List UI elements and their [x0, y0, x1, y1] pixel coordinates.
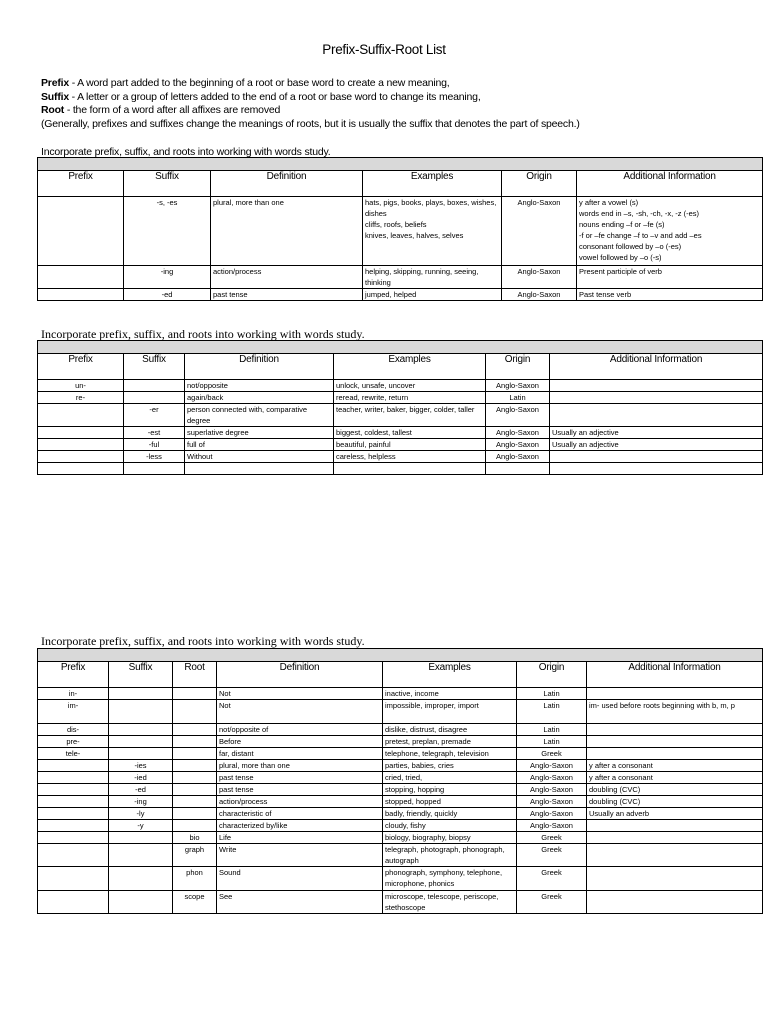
- cell-prefix: [38, 439, 124, 451]
- cell-definition: past tense: [211, 289, 363, 301]
- cell-prefix: [38, 808, 109, 820]
- header-examples: Examples: [383, 662, 517, 688]
- header-prefix: Prefix: [38, 662, 109, 688]
- cell-examples: stopping, hopping: [383, 784, 517, 796]
- header-suffix: Suffix: [124, 354, 185, 380]
- cell-suffix: [109, 748, 173, 760]
- cell-origin: Latin: [517, 736, 587, 748]
- cell-definition: characterized by/like: [217, 820, 383, 832]
- cell-additional: [550, 380, 763, 392]
- table-row: [38, 427, 763, 439]
- cell-origin: Latin: [517, 700, 587, 724]
- cell-definition: again/back: [185, 392, 334, 404]
- cell-suffix: [109, 832, 173, 844]
- cell-root: [173, 820, 217, 832]
- cell-examples: teacher, writer, baker, bigger, colder, taller: [334, 404, 486, 427]
- prefix-definition: [41, 77, 741, 91]
- cell-examples: stopped, hopped: [383, 796, 517, 808]
- table-row: [38, 832, 763, 844]
- header-bar: [38, 158, 763, 171]
- cell-examples: phonograph, symphony, telephone, microphone, phonics: [383, 867, 517, 891]
- cell-prefix: [38, 820, 109, 832]
- header-examples: Examples: [363, 171, 502, 197]
- table-row: [38, 266, 763, 289]
- cell-definition: superlative degree: [185, 427, 334, 439]
- header-definition: Definition: [185, 354, 334, 380]
- cell-prefix: [38, 772, 109, 784]
- cell-examples: cried, tried,: [383, 772, 517, 784]
- cell-root: [173, 796, 217, 808]
- caption-1: Incorporate prefix, suffix, and roots into working with words study.: [41, 146, 331, 158]
- cell-additional: Usually an adverb: [587, 808, 763, 820]
- cell-suffix: -s, -es: [124, 197, 211, 266]
- cell-prefix: [38, 197, 124, 266]
- suffix-def-text: - A letter or a group of letters added to the end of a root or base word to change its meaning,: [68, 90, 481, 103]
- table-row: [38, 784, 763, 796]
- cell-additional: [587, 736, 763, 748]
- cell-definition: See: [217, 891, 383, 914]
- table-2: [37, 340, 763, 475]
- cell-additional: [587, 844, 763, 867]
- header-definition: Definition: [211, 171, 363, 197]
- table-row: [38, 463, 763, 475]
- cell-additional: [550, 404, 763, 427]
- header-bar: [38, 341, 763, 354]
- cell-origin: Anglo-Saxon: [486, 404, 550, 427]
- caption-2: Incorporate prefix, suffix, and roots into working with words study.: [41, 327, 365, 341]
- header-bar-cell: [38, 341, 763, 354]
- header-origin: Origin: [517, 662, 587, 688]
- cell-suffix: -ly: [109, 808, 173, 820]
- cell-examples: badly, friendly, quickly: [383, 808, 517, 820]
- cell-root: [173, 688, 217, 700]
- cell-root: [173, 772, 217, 784]
- cell-prefix: [38, 404, 124, 427]
- header-suffix: Suffix: [109, 662, 173, 688]
- cell-examples: microscope, telescope, periscope, stethoscope: [383, 891, 517, 914]
- cell-origin: Anglo-Saxon: [502, 266, 577, 289]
- cell-definition: far, distant: [217, 748, 383, 760]
- table-row: [38, 392, 763, 404]
- cell-definition: Without: [185, 451, 334, 463]
- table-row: [38, 808, 763, 820]
- cell-origin: Greek: [517, 748, 587, 760]
- cell-examples: telephone, telegraph, television: [383, 748, 517, 760]
- cell-additional: y after a vowel (s) words end in –s, -sh, -ch, -x, -z (-es) nouns ending –f or –fe (s) -f or –fe change –f to –v and add –es consonant followed by –o (-es) vowel followed by –o (-s): [577, 197, 763, 266]
- cell-root: [173, 784, 217, 796]
- cell-additional: [587, 820, 763, 832]
- cell-root: [173, 760, 217, 772]
- table-row: [38, 404, 763, 427]
- cell-definition: action/process: [217, 796, 383, 808]
- cell-suffix: -ing: [109, 796, 173, 808]
- header-row: [38, 662, 763, 688]
- cell-prefix: un-: [38, 380, 124, 392]
- cell-definition: Life: [217, 832, 383, 844]
- header-bar: [38, 649, 763, 662]
- cell-origin: Latin: [517, 688, 587, 700]
- cell-additional: [550, 463, 763, 475]
- cell-origin: Anglo-Saxon: [486, 451, 550, 463]
- table-1: [37, 157, 763, 301]
- cell-definition: plural, more than one: [211, 197, 363, 266]
- intro-definitions: [41, 77, 741, 131]
- cell-suffix: [109, 700, 173, 724]
- cell-suffix: -ed: [124, 289, 211, 301]
- cell-prefix: re-: [38, 392, 124, 404]
- cell-root: graph: [173, 844, 217, 867]
- cell-prefix: [38, 784, 109, 796]
- cell-suffix: [124, 380, 185, 392]
- header-origin: Origin: [502, 171, 577, 197]
- cell-suffix: -est: [124, 427, 185, 439]
- cell-examples: helping, skipping, running, seeing, thinking: [363, 266, 502, 289]
- cell-origin: Anglo-Saxon: [486, 427, 550, 439]
- cell-suffix: -ed: [109, 784, 173, 796]
- cell-suffix: [124, 463, 185, 475]
- table-row: [38, 736, 763, 748]
- cell-root: [173, 724, 217, 736]
- cell-root: bio: [173, 832, 217, 844]
- table-row: [38, 796, 763, 808]
- cell-prefix: [38, 427, 124, 439]
- table-row: [38, 688, 763, 700]
- cell-examples: beautiful, painful: [334, 439, 486, 451]
- table-row: [38, 760, 763, 772]
- table-row: [38, 451, 763, 463]
- cell-examples: telegraph, photograph, phonograph, autograph: [383, 844, 517, 867]
- cell-examples: cloudy, fishy: [383, 820, 517, 832]
- cell-prefix: tele-: [38, 748, 109, 760]
- cell-examples: inactive, income: [383, 688, 517, 700]
- cell-origin: Latin: [486, 392, 550, 404]
- cell-prefix: [38, 832, 109, 844]
- cell-origin: Anglo-Saxon: [517, 784, 587, 796]
- cell-root: [173, 808, 217, 820]
- header-suffix: Suffix: [124, 171, 211, 197]
- cell-additional: [587, 724, 763, 736]
- cell-origin: Anglo-Saxon: [517, 808, 587, 820]
- header-definition: Definition: [217, 662, 383, 688]
- cell-origin: Anglo-Saxon: [502, 289, 577, 301]
- cell-suffix: [109, 736, 173, 748]
- cell-prefix: [38, 891, 109, 914]
- header-row: [38, 171, 763, 197]
- cell-suffix: -ful: [124, 439, 185, 451]
- cell-additional: doubling (CVC): [587, 796, 763, 808]
- cell-examples: dislike, distrust, disagree: [383, 724, 517, 736]
- cell-suffix: -less: [124, 451, 185, 463]
- cell-suffix: [109, 844, 173, 867]
- cell-examples: unlock, unsafe, uncover: [334, 380, 486, 392]
- cell-additional: [587, 748, 763, 760]
- cell-prefix: [38, 760, 109, 772]
- cell-examples: biology, biography, biopsy: [383, 832, 517, 844]
- cell-origin: Anglo-Saxon: [517, 820, 587, 832]
- cell-definition: action/process: [211, 266, 363, 289]
- table-row: [38, 700, 763, 724]
- cell-additional: [550, 451, 763, 463]
- cell-origin: [486, 463, 550, 475]
- cell-additional: [587, 688, 763, 700]
- cell-examples: pretest, preplan, premade: [383, 736, 517, 748]
- cell-additional: [587, 867, 763, 891]
- cell-examples: parties, babies, cries: [383, 760, 517, 772]
- root-def-text: - the form of a word after all affixes are removed: [64, 104, 281, 116]
- cell-additional: im- used before roots beginning with b, m, p: [587, 700, 763, 724]
- caption-3: Incorporate prefix, suffix, and roots into working with words study.: [41, 634, 365, 648]
- table-row: [38, 867, 763, 891]
- cell-examples: jumped, helped: [363, 289, 502, 301]
- cell-root: [173, 700, 217, 724]
- cell-prefix: pre-: [38, 736, 109, 748]
- cell-prefix: [38, 289, 124, 301]
- table-3: [37, 648, 763, 914]
- cell-definition: Write: [217, 844, 383, 867]
- root-term: Root: [41, 104, 65, 116]
- cell-additional: y after a consonant: [587, 760, 763, 772]
- cell-definition: past tense: [217, 772, 383, 784]
- cell-suffix: [124, 392, 185, 404]
- cell-additional: Usually an adjective: [550, 427, 763, 439]
- cell-root: phon: [173, 867, 217, 891]
- cell-examples: careless, helpless: [334, 451, 486, 463]
- cell-definition: Not: [217, 700, 383, 724]
- root-definition: [41, 104, 741, 118]
- cell-prefix: [38, 867, 109, 891]
- suffix-definition: [41, 91, 741, 105]
- cell-origin: Anglo-Saxon: [517, 760, 587, 772]
- cell-suffix: -ing: [124, 266, 211, 289]
- prefix-def-text: - A word part added to the beginning of a root or base word to create a new meaning,: [68, 77, 450, 89]
- cell-origin: Greek: [517, 832, 587, 844]
- cell-prefix: im-: [38, 700, 109, 724]
- header-row: [38, 354, 763, 380]
- cell-definition: plural, more than one: [217, 760, 383, 772]
- cell-root: [173, 748, 217, 760]
- header-root: Root: [173, 662, 217, 688]
- table-row: [38, 844, 763, 867]
- cell-additional: Usually an adjective: [550, 439, 763, 451]
- cell-definition: not/opposite of: [217, 724, 383, 736]
- cell-additional: doubling (CVC): [587, 784, 763, 796]
- cell-examples: biggest, coldest, tallest: [334, 427, 486, 439]
- table-row: [38, 748, 763, 760]
- cell-definition: characteristic of: [217, 808, 383, 820]
- cell-origin: Anglo-Saxon: [517, 796, 587, 808]
- table-row: [38, 891, 763, 914]
- cell-definition: full of: [185, 439, 334, 451]
- cell-definition: past tense: [217, 784, 383, 796]
- header-additional: Additional Information: [550, 354, 763, 380]
- table-row: [38, 289, 763, 301]
- cell-examples: hats, pigs, books, plays, boxes, wishes, dishes cliffs, roofs, beliefs knives, leaves, halves, selves: [363, 197, 502, 266]
- cell-origin: Greek: [517, 867, 587, 891]
- header-prefix: Prefix: [38, 171, 124, 197]
- cell-additional: Present participle of verb: [577, 266, 763, 289]
- cell-suffix: -ies: [109, 760, 173, 772]
- table-row: [38, 772, 763, 784]
- cell-prefix: [38, 796, 109, 808]
- cell-additional: [587, 832, 763, 844]
- cell-prefix: dis-: [38, 724, 109, 736]
- cell-examples: impossible, improper, import: [383, 700, 517, 724]
- header-examples: Examples: [334, 354, 486, 380]
- cell-definition: Before: [217, 736, 383, 748]
- cell-origin: Latin: [517, 724, 587, 736]
- cell-suffix: [109, 867, 173, 891]
- cell-origin: Anglo-Saxon: [486, 439, 550, 451]
- cell-definition: [185, 463, 334, 475]
- cell-definition: not/opposite: [185, 380, 334, 392]
- cell-additional: y after a consonant: [587, 772, 763, 784]
- cell-examples: reread, rewrite, return: [334, 392, 486, 404]
- cell-root: scope: [173, 891, 217, 914]
- table-row: [38, 724, 763, 736]
- header-prefix: Prefix: [38, 354, 124, 380]
- cell-origin: Anglo-Saxon: [517, 772, 587, 784]
- cell-suffix: -ied: [109, 772, 173, 784]
- cell-definition: Sound: [217, 867, 383, 891]
- cell-prefix: [38, 844, 109, 867]
- header-additional: Additional Information: [587, 662, 763, 688]
- page-title: Prefix-Suffix-Root List: [322, 42, 446, 57]
- header-additional: Additional Information: [577, 171, 763, 197]
- table-row: [38, 380, 763, 392]
- cell-additional: [587, 891, 763, 914]
- cell-root: [173, 736, 217, 748]
- cell-suffix: [109, 688, 173, 700]
- cell-prefix: in-: [38, 688, 109, 700]
- cell-examples: [334, 463, 486, 475]
- table-row: [38, 820, 763, 832]
- cell-origin: Greek: [517, 844, 587, 867]
- cell-suffix: -y: [109, 820, 173, 832]
- cell-suffix: [109, 891, 173, 914]
- header-origin: Origin: [486, 354, 550, 380]
- table-row: [38, 439, 763, 451]
- intro-note: (Generally, prefixes and suffixes change the meanings of roots, but it is usually the suffix that denotes the part of speech.): [41, 117, 580, 130]
- cell-definition: person connected with, comparative degree: [185, 404, 334, 427]
- table-row: [38, 197, 763, 266]
- header-bar-cell: [38, 158, 763, 171]
- cell-origin: Anglo-Saxon: [486, 380, 550, 392]
- cell-prefix: [38, 451, 124, 463]
- cell-prefix: [38, 463, 124, 475]
- cell-additional: Past tense verb: [577, 289, 763, 301]
- prefix-term: Prefix: [41, 77, 69, 89]
- cell-origin: Greek: [517, 891, 587, 914]
- cell-suffix: [109, 724, 173, 736]
- cell-suffix: -er: [124, 404, 185, 427]
- cell-definition: Not: [217, 688, 383, 700]
- cell-additional: [550, 392, 763, 404]
- suffix-term: Suffix: [41, 90, 69, 103]
- cell-prefix: [38, 266, 124, 289]
- header-bar-cell: [38, 649, 763, 662]
- cell-origin: Anglo-Saxon: [502, 197, 577, 266]
